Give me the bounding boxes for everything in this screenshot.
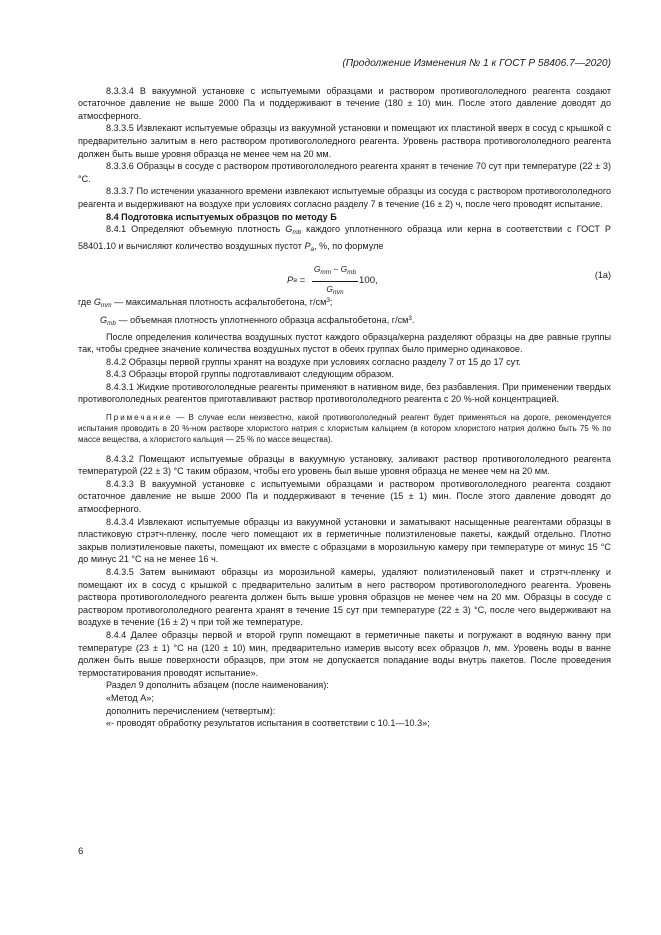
paragraph-8-4-1: 8.4.1 Определяют объемную плотность $G_{mb}$ каждого уплотненного образца или керна в соответствии с ГОСТ Р 58401.10 и вычисляют количество воздушных пустот $P_a$, %, по формуле bbox=[78, 224, 611, 253]
fraction-denominator: $G_{mm}$ bbox=[326, 283, 344, 296]
paragraph-8-4-4: 8.4.4 Далее образцы первой и второй групп помещают в герметичные пакеты и погружают в водяную ванну при температуре (23 ± 1) °С на (120 ± 10) мин, предварительно измерив высоту всех образцов h, мм. Уровень воды в ванне должен быть выше поверхности образцов, при этом не допускается попадание воды внутрь пакетов. После проведения термостатирования проводят испытание». bbox=[78, 629, 611, 678]
paragraph-8-3-3-7: 8.3.3.7 По истечении указанного времени извлекают испытуемые образцы из сосуда с раствором противогололедного реагента и выдерживают на воздухе при условиях согласно разделу 7 в течение (16 ± 2) ч, после чего проводят испытание. bbox=[78, 186, 611, 209]
paragraph-section-9: Раздел 9 дополнить абзацем (после наименования): bbox=[106, 680, 329, 691]
var-p: P bbox=[304, 240, 311, 251]
fraction-numerator: $G_{mm} - G_{mb}$ bbox=[312, 263, 358, 282]
note bbox=[78, 412, 611, 446]
where-line-2: $G_{mb}$ — объемная плотность уплотненного образца асфальтобетона, $г/см^3$. bbox=[100, 314, 415, 327]
paragraph-8-4-3-2: 8.4.3.2 Помещают испытуемые образцы в вакуумную установку, заливают раствор противогололедного реагента температурой (22 ± 3) °С таким образом, чтобы его уровень был выше уровня образца не менее чем на 20 мм. bbox=[78, 453, 611, 477]
section-heading-8-4: 8.4 Подготовка испытуемых образцов по методу Б bbox=[106, 211, 337, 222]
formula-expression: P a = $\frac{G_{mm} - G_{mb}}{G_{mm}}$ 100, bbox=[287, 263, 378, 299]
where-line-1: где $G_{mm}$ — максимальная плотность асфальтобетона, $г/см^3$; bbox=[78, 297, 333, 310]
paragraph-8-3-3-6: 8.3.3.6 Образцы в сосуде с раствором противогололедного реагента хранят в течение 70 сут при температуре (22 ± 3) °С. bbox=[78, 161, 611, 184]
paragraph-8-4-2: 8.4.2 Образцы первой группы хранят на воздухе при условиях согласно разделу 7 от 15 до 17 сут. bbox=[106, 356, 521, 367]
paragraph-8-3-3-4: 8.3.3.4 В вакуумной установке с испытуемыми образцами и раствором противогололедного реагента создают остаточное давление не выше 2000 Па и поддерживают в течение (180 ± 10) мин. После этого давление доводят до атмосферного. bbox=[78, 85, 611, 121]
paragraph-groups: После определения количества воздушных пустот каждого образца/керна разделяют образцы на две равные группы так, чтобы среднее значение количества воздушных пустот в обеих группах было примерно одинаковое. bbox=[78, 331, 611, 355]
paragraph-8-4-3-1: 8.4.3.1 Жидкие противогололедные реагенты применяют в нативном виде, без разбавления. При применении твердых противогололедных реагентов приготавливают раствор противогололедного реагента с 20 %-ной концентрацией. bbox=[78, 381, 611, 405]
page-header: (Продолжение Изменения № 1 к ГОСТ Р 58406.7—2020) bbox=[342, 58, 611, 69]
paragraph-8-3-3-5: 8.3.3.5 Извлекают испытуемые образцы из вакуумной установки и помещают их пластиной вверх в сосуд с крышкой с предварительно залитым в него раствором противогололедного реагента. Уровень раствора противогололедного реагента должен быть выше уровня образца не менее чем на 20 мм. bbox=[78, 123, 611, 159]
formula-fraction bbox=[312, 263, 358, 299]
paragraph-enumeration-item: «- проводят обработку результатов испытания в соответствии с 10.1—10.3»; bbox=[106, 718, 430, 729]
paragraph-8-4-3-5: 8.4.3.5 Затем вынимают образцы из морозильной камеры, удаляют полиэтиленовый пакет и стрэтч-пленку и помещают их в сосуд с крышкой с предварительно залитым в него раствором противогололедного реагента. Уровень раствора противогололедного реагента должен быть выше уровня образцов не менее чем на 20 мм. Образцы в сосуде с раствором противогололедного реагента хранят в течение 15 сут при температуре (22 ± 3) °С, после чего выдерживают на воздухе в течение (16 ± 2) ч при той же температуре. bbox=[78, 567, 611, 628]
paragraph-8-4-3-3: 8.4.3.3 В вакуумной установке с испытуемыми образцами и раствором противогололедного реагента создают остаточное давление не выше 2000 Па и поддерживают в течение (15 ± 1) мин. После этого давление доводят до атмосферного. bbox=[78, 478, 611, 515]
var-g: G bbox=[285, 224, 293, 235]
note-text: — В случае если неизвестно, какой противогололедный реагент будет применяться на дороге, рекомендуется испытания проводить в 20 %-ном растворе хлористого натрия с хлористым кальцием (в котором хлористого натрия должно быть 75 % по массе вещества, а хлористого кальция — 25 % по массе вещества). bbox=[78, 413, 611, 445]
paragraph-8-4-3-4: 8.4.3.4 Извлекают испытуемые образцы из вакуумной установки и заматывают насыщенные реагентами образцы в пластиковую стрэтч-пленку, после чего помещают их в герметичные полиэтиленовые пакеты, каждый отдельно. Плотно закрыв полиэтиленовые пакеты, помещают их вместе с образцами в морозильную камеру при температуре от минус 15 °С до минус 21 °С на не менее 16 ч. bbox=[78, 516, 611, 565]
paragraph-8-4-3: 8.4.3 Образцы второй группы подготавливают следующим образом. bbox=[106, 369, 394, 380]
page-number: 6 bbox=[78, 846, 84, 857]
formula-1a bbox=[78, 261, 611, 296]
note-label: Примечание bbox=[106, 413, 173, 423]
formula-number: (1а) bbox=[594, 270, 611, 281]
paragraph-add-enumeration: дополнить перечислением (четвертым): bbox=[106, 705, 276, 716]
paragraph-method-a: «Метод А»; bbox=[106, 692, 154, 703]
